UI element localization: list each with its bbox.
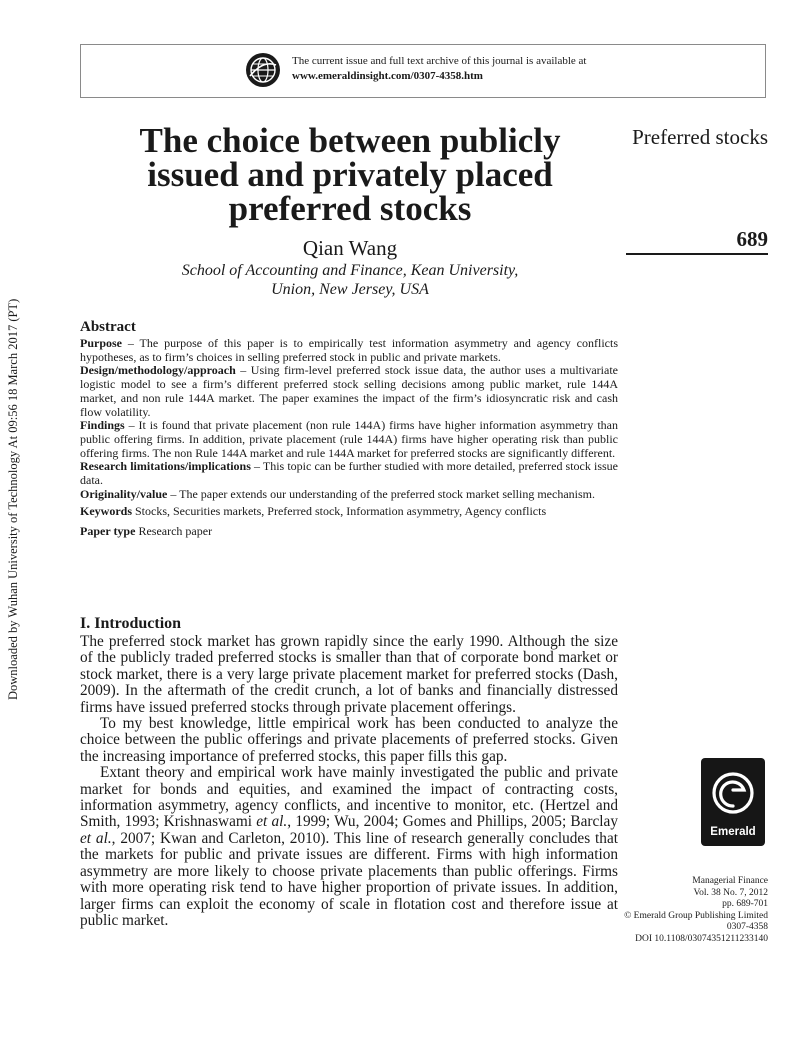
journal-name: Managerial Finance (692, 876, 768, 886)
research-text: – This topic can be further studied with more detailed, preferred stock issue data. (80, 459, 618, 488)
paper-type-text: Research paper (135, 524, 213, 539)
intro-paragraph (80, 765, 618, 929)
findings-label: Findings (80, 418, 125, 433)
abstract-research-limitations (80, 460, 618, 487)
affiliation-line: School of Accounting and Finance, Kean University, (181, 262, 519, 279)
purpose-label: Purpose (80, 336, 122, 350)
author-name: Qian Wang (302, 236, 398, 260)
journal-doi: DOI 10.1108/03074351211233140 (635, 933, 768, 944)
paper-title (80, 121, 620, 228)
page-number: 689 (736, 227, 768, 251)
banner-text: The current issue and full text archive of this journal is available at (292, 55, 587, 67)
design-text: – Using firm-level preferred stock issue data, the author uses a multivariate logistic model to see a firm’s different preferred stock selling decisions among public market, rule 144A market, and non rule 144A market. The paper examines the impact of the firm’s idiosyncratic risk and cash flow volatility. (80, 363, 618, 419)
intro-text: , 2007; Kwan and Carleton, 2010). This line of research generally concludes that the markets for public and private issues are different. Firms with high information asymmetry are more likely to choose private placements than public offerings. Firms with more operating risk tend to have higher proportion of private issues. In addition, larger firms can exploit the economy of scale in flotation cost and therefore issue at public market. (80, 829, 618, 929)
download-watermark: Downloaded by Wuhan University of Technology At 09:56 18 March 2017 (PT) (6, 298, 20, 700)
emerald-logo (701, 758, 765, 846)
introduction-section (80, 615, 618, 929)
intro-heading: I. Introduction (80, 615, 182, 632)
abstract-section (80, 318, 618, 539)
abstract-heading: Abstract (80, 319, 136, 335)
journal-copyright: © Emerald Group Publishing Limited (624, 910, 768, 921)
abstract-paper-type (80, 525, 618, 539)
abstract-design (80, 364, 618, 419)
paper-type-label: Paper type (80, 524, 136, 539)
abstract-keywords (80, 505, 618, 519)
author-affiliation (120, 261, 580, 299)
intro-text: , 1999; Wu, 2004; Gomes and Phillips, 2005; Barclay (287, 813, 618, 831)
intro-paragraph: To my best knowledge, little empirical work has been conducted to analyze the choice between the public offerings and private placements of preferred stocks. Given the increasing importance of preferred stocks, this paper fills this gap. (80, 715, 618, 765)
design-label: Design/methodology/approach (80, 363, 236, 378)
et-al-text: et al. (256, 813, 288, 831)
journal-volume: Vol. 38 No. 7, 2012 (693, 887, 768, 898)
originality-label: Originality/value (80, 486, 168, 501)
research-label: Research limitations/implications (80, 459, 251, 474)
keywords-label: Keywords (80, 504, 132, 519)
banner-url-link[interactable]: www.emeraldinsight.com/0307-4358.htm (292, 70, 483, 82)
title-line: issued and privately placed (147, 155, 553, 194)
abstract-originality (80, 488, 618, 502)
et-al-text: et al. (80, 829, 112, 847)
purpose-text: – The purpose of this paper is to empirically test information asymmetry and agency conflicts hypotheses, as to firm’s choices in selling preferred stock in public and private markets. (80, 336, 618, 364)
abstract-purpose (80, 337, 618, 364)
intro-text: Extant theory and empirical work have mainly investigated the public and private market for bonds and equities, and examined the impact of contracting costs, information asymmetry, agency conflicts, and incentive to monitor, etc. (Hertzel and Smith, 1993; Krishnaswami (80, 764, 618, 831)
title-line: preferred stocks (228, 189, 472, 228)
page-number-rule (626, 253, 768, 255)
journal-info (600, 876, 768, 945)
running-title: Preferred stocks (632, 125, 768, 149)
journal-pages: pp. 689-701 (722, 899, 768, 909)
findings-text: – It is found that private placement (non rule 144A) firms have higher information asymmetry than public offering firms. In addition, private placement (rule 144A) firms have higher operating risk than public offering firms. The non Rule 144A market and rule 144A market for preferred stocks are significantly different. (80, 418, 618, 460)
intro-paragraph: The preferred stock market has grown rapidly since the early 1990. Although the size of the publicly traded preferred stocks is smaller than that of corporate bond market or stock market, there is a very large private placement market for preferred stocks (Dash, 2009). In the aftermath of the credit crunch, a lot of banks and financially distressed firms have issued preferred stocks through private placement offerings. (80, 633, 618, 716)
originality-text: – The paper extends our understanding of the preferred stock market selling mechanism. (167, 486, 595, 501)
abstract-findings (80, 419, 618, 460)
keywords-text: Stocks, Securities markets, Preferred stock, Information asymmetry, Agency conflicts (132, 504, 547, 519)
affiliation-line: Union, New Jersey, USA (271, 281, 429, 298)
emerald-logo-text: Emerald (710, 826, 756, 838)
title-line: The choice between publicly (139, 121, 561, 160)
journal-issn: 0307-4358 (726, 922, 768, 932)
globe-icon (245, 52, 281, 88)
emerald-swirl-icon (709, 766, 757, 822)
